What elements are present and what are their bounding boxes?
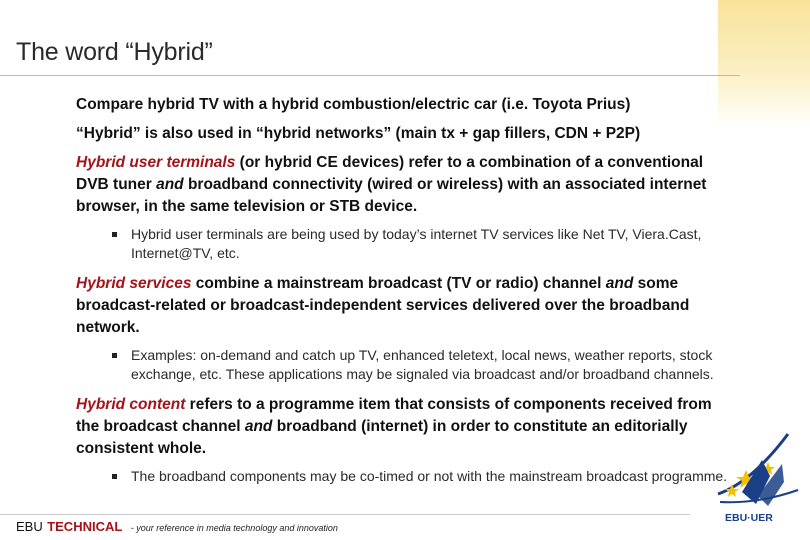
paragraph-hybrid-networks: “Hybrid” is also used in “hybrid networks” (main tx + gap fillers, CDN + P2P): [76, 125, 641, 142]
footer-divider: [0, 514, 690, 515]
bullet-terminals: [76, 225, 736, 263]
text-fragment: broadband (internet) in order to constitute an editorially consistent whole.: [76, 418, 688, 457]
bullet-services: [76, 346, 736, 384]
footer: [16, 518, 338, 536]
slide-body: [76, 94, 736, 496]
text-fragment: refers to a programme item that consists of components received from the broadcast channel: [76, 396, 712, 435]
emphasis-and: and: [605, 275, 634, 292]
term-hybrid-user-terminals: Hybrid user terminals: [76, 154, 236, 171]
ebu-logo-text: EBU·UER: [725, 512, 773, 524]
bullet-square-icon: [112, 353, 117, 358]
text-fragment: broadband connectivity (wired or wireless) with an associated internet browser, in the same television or STB device.: [76, 176, 707, 215]
slide-title: The word “Hybrid”: [16, 38, 213, 66]
bullet-square-icon: [112, 474, 117, 479]
paragraph-prius: Compare hybrid TV with a hybrid combustion/electric car (i.e. Toyota Prius): [76, 96, 631, 113]
bullet-content: [76, 467, 736, 486]
footer-brand: TECHNICAL: [47, 519, 123, 534]
footer-org: EBU: [16, 519, 43, 534]
footer-tagline: - your reference in media technology and innovation: [130, 523, 338, 533]
title-divider: [0, 75, 740, 76]
bullet-text: The broadband components may be co-timed or not with the mainstream broadcast programme.: [131, 468, 728, 484]
text-fragment: some broadcast-related or broadcast-independent services delivered over the broadband network.: [76, 275, 690, 336]
text-fragment: (or hybrid CE devices) refer to a combination of a conventional DVB tuner: [76, 154, 704, 193]
paragraph-hybrid-services: [76, 273, 736, 339]
paragraph-hybrid-terminals: [76, 152, 736, 218]
bullet-text: Hybrid user terminals are being used by today’s internet TV services like Net TV, Viera.Cast, Internet@TV, etc.: [131, 226, 702, 261]
emphasis-and: and: [244, 418, 273, 435]
text-fragment: combine a mainstream broadcast (TV or radio) channel: [191, 275, 606, 292]
term-hybrid-services: Hybrid services: [76, 275, 192, 292]
bullet-square-icon: [112, 232, 117, 237]
bullet-text: Examples: on-demand and catch up TV, enhanced teletext, local news, weather reports, stock exchange, etc. These applications may be signaled via broadcast and/or broadband channels.: [131, 347, 714, 382]
emphasis-and: and: [156, 176, 184, 193]
paragraph-hybrid-content: [76, 394, 736, 460]
term-hybrid-content: Hybrid content: [76, 396, 186, 413]
